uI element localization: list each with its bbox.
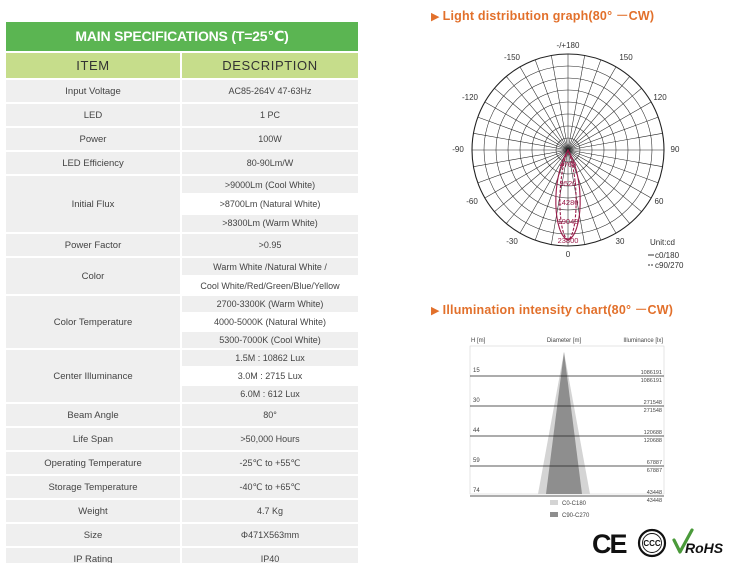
spec-row bbox=[6, 234, 358, 256]
polar-radial-label: 14280 bbox=[557, 198, 579, 207]
spec-description-cell bbox=[182, 104, 358, 126]
angle-label-minus60: -60 bbox=[466, 197, 478, 206]
angle-label-120: 120 bbox=[653, 93, 667, 102]
spec-description-cell bbox=[182, 404, 358, 426]
legend-c0-label: c0/180 bbox=[655, 251, 680, 260]
spec-description-value: -25℃ to +55℃ bbox=[182, 452, 358, 474]
item-column-header: ITEM bbox=[6, 53, 180, 78]
angle-label-90: 90 bbox=[670, 145, 680, 154]
certification-logos bbox=[590, 526, 738, 560]
spec-row bbox=[6, 176, 358, 232]
spec-item-label: Beam Angle bbox=[6, 404, 180, 426]
spec-row bbox=[6, 128, 358, 150]
spec-header-row bbox=[6, 53, 358, 78]
polar-radial-label: 4760 bbox=[559, 160, 577, 169]
rohs-mark-logo bbox=[674, 530, 724, 556]
legend-c90-swatch bbox=[550, 512, 558, 517]
spec-item-label: Weight bbox=[6, 500, 180, 522]
triangle-bullet-icon: ▶ bbox=[431, 11, 440, 23]
spec-description-cell bbox=[182, 152, 358, 174]
illum-lux-value: 67887 bbox=[646, 468, 662, 474]
spec-row bbox=[6, 428, 358, 450]
ce-mark-logo: CE bbox=[592, 529, 626, 559]
spec-row bbox=[6, 500, 358, 522]
spec-description-cell bbox=[182, 548, 358, 563]
spec-item-label: Input Voltage bbox=[6, 80, 180, 102]
angle-label-minus150: -150 bbox=[503, 53, 521, 62]
spec-description-value: 100W bbox=[182, 128, 358, 150]
spec-row bbox=[6, 80, 358, 102]
spec-description-cell bbox=[182, 524, 358, 546]
spec-description-cell bbox=[182, 428, 358, 450]
spec-item-label: Operating Temperature bbox=[6, 452, 180, 474]
illum-height-label: 30 bbox=[473, 398, 480, 404]
illuminance-axis-label: Illuminance [lx] bbox=[623, 338, 663, 344]
illum-lux-value: 1086191 bbox=[640, 378, 662, 384]
spec-description-value: >8700Lm (Natural White) bbox=[182, 195, 358, 212]
illum-height-label: 59 bbox=[473, 458, 480, 464]
legend-c0-swatch bbox=[550, 500, 558, 505]
spec-row bbox=[6, 350, 358, 402]
illum-lux-value: 271548 bbox=[643, 408, 662, 414]
spec-description-value: 4.7 Kg bbox=[182, 500, 358, 522]
spec-row bbox=[6, 524, 358, 546]
spec-row bbox=[6, 548, 358, 563]
illum-lux-value: 43448 bbox=[646, 490, 662, 496]
description-column-header: DESCRIPTION bbox=[182, 53, 358, 78]
spec-rows bbox=[6, 80, 358, 563]
angle-label-minus90: -90 bbox=[452, 145, 464, 154]
spec-item-label: LED Efficiency bbox=[6, 152, 180, 174]
spec-row bbox=[6, 258, 358, 294]
spec-row bbox=[6, 296, 358, 348]
illum-lux-value: 1086191 bbox=[640, 370, 662, 376]
spec-description-value: Warm White /Natural White / bbox=[182, 258, 358, 275]
illum-lux-value: 120688 bbox=[643, 430, 662, 436]
spec-description-value: >8300Lm (Warm White) bbox=[182, 215, 358, 232]
spec-row bbox=[6, 104, 358, 126]
legend-c90-label: c90/270 bbox=[655, 261, 684, 270]
spec-description-value: >9000Lm (Cool White) bbox=[182, 176, 358, 193]
spec-item-label: LED bbox=[6, 104, 180, 126]
spec-description-cell bbox=[182, 258, 358, 294]
spec-item-label: Power bbox=[6, 128, 180, 150]
spec-description-value: -40℃ to +65℃ bbox=[182, 476, 358, 498]
triangle-bullet-icon: ▶ bbox=[431, 305, 440, 317]
angle-label-180: -/+180 bbox=[556, 41, 580, 50]
illum-lux-value: 120688 bbox=[643, 438, 662, 444]
illum-lux-value: 271548 bbox=[643, 400, 662, 406]
spec-description-value: 1 PC bbox=[182, 104, 358, 126]
spec-item-label: Center Illuminance bbox=[6, 350, 180, 402]
diameter-axis-label: Diameter [m] bbox=[546, 338, 582, 344]
spec-item-label: Initial Flux bbox=[6, 176, 180, 232]
spec-description-cell bbox=[182, 350, 358, 402]
ccc-mark-logo bbox=[639, 530, 665, 556]
legend-c0-label: C0-C180 bbox=[562, 501, 587, 507]
illumination-intensity-chart bbox=[466, 332, 676, 522]
illum-height-label: 15 bbox=[473, 368, 480, 374]
specifications-table bbox=[6, 22, 358, 563]
illumination-intensity-title: ▶ Illumination intensity chart(80° －CW) bbox=[431, 303, 674, 317]
spec-description-cell bbox=[182, 500, 358, 522]
spec-item-label: Color bbox=[6, 258, 180, 294]
spec-item-label: Color Temperature bbox=[6, 296, 180, 348]
spec-description-cell bbox=[182, 128, 358, 150]
legend-c90-label: C90-C270 bbox=[562, 513, 590, 519]
spec-row bbox=[6, 476, 358, 498]
spec-row bbox=[6, 452, 358, 474]
spec-item-label: Size bbox=[6, 524, 180, 546]
spec-description-value: IP40 bbox=[182, 548, 358, 563]
spec-row bbox=[6, 404, 358, 426]
illum-height-label: 74 bbox=[473, 488, 480, 494]
spec-description-cell bbox=[182, 452, 358, 474]
angle-label-minus120: -120 bbox=[461, 93, 479, 102]
spec-description-value: 80° bbox=[182, 404, 358, 426]
spec-item-label: Life Span bbox=[6, 428, 180, 450]
spec-item-label: Storage Temperature bbox=[6, 476, 180, 498]
illum-lux-value: 43448 bbox=[646, 498, 662, 504]
spec-description-value: 5300-7000K (Cool White) bbox=[182, 332, 358, 348]
angle-label-30: 30 bbox=[615, 237, 625, 246]
polar-light-distribution-chart bbox=[430, 28, 730, 288]
spec-description-cell bbox=[182, 80, 358, 102]
illum-height-label: 44 bbox=[473, 428, 480, 434]
angle-label-60: 60 bbox=[654, 197, 664, 206]
angle-label-0: 0 bbox=[565, 250, 571, 259]
spec-description-value: Cool White/Red/Green/Blue/Yellow bbox=[182, 277, 358, 294]
spec-description-value: 2700-3300K (Warm White) bbox=[182, 296, 358, 312]
svg-text:CCC: CCC bbox=[643, 539, 661, 548]
spec-description-value: 4000-5000K (Natural White) bbox=[182, 314, 358, 330]
polar-unit: Unit:cd bbox=[650, 238, 675, 247]
spec-item-label: IP Rating bbox=[6, 548, 180, 563]
illum-lux-value: 67887 bbox=[646, 460, 662, 466]
light-distribution-title: ▶ Light distribution graph(80° －CW) bbox=[431, 9, 655, 23]
spec-description-value: >50,000 Hours bbox=[182, 428, 358, 450]
spec-description-value: 1.5M : 10862 Lux bbox=[182, 350, 358, 366]
angle-label-150: 150 bbox=[619, 53, 633, 62]
angle-label-minus30: -30 bbox=[506, 237, 518, 246]
spec-title: MAIN SPECIFICATIONS (T=25℃) bbox=[6, 22, 358, 51]
spec-item-label: Power Factor bbox=[6, 234, 180, 256]
polar-radial-label: 9520 bbox=[559, 179, 577, 188]
spec-description-value: AC85-264V 47-63Hz bbox=[182, 80, 358, 102]
height-axis-label: H [m] bbox=[471, 338, 486, 344]
spec-description-value: 3.0M : 2715 Lux bbox=[182, 368, 358, 384]
spec-description-cell bbox=[182, 176, 358, 232]
polar-radial-label: 19040 bbox=[557, 217, 579, 226]
spec-description-value: 80-90Lm/W bbox=[182, 152, 358, 174]
polar-radial-label: 23800 bbox=[557, 236, 579, 245]
spec-description-value: 6.0M : 612 Lux bbox=[182, 386, 358, 402]
spec-row bbox=[6, 152, 358, 174]
spec-description-cell bbox=[182, 476, 358, 498]
spec-description-value: Φ471X563mm bbox=[182, 524, 358, 546]
spec-description-cell bbox=[182, 296, 358, 348]
svg-text:RoHS: RoHS bbox=[685, 540, 724, 556]
spec-description-value: >0.95 bbox=[182, 234, 358, 256]
spec-description-cell bbox=[182, 234, 358, 256]
